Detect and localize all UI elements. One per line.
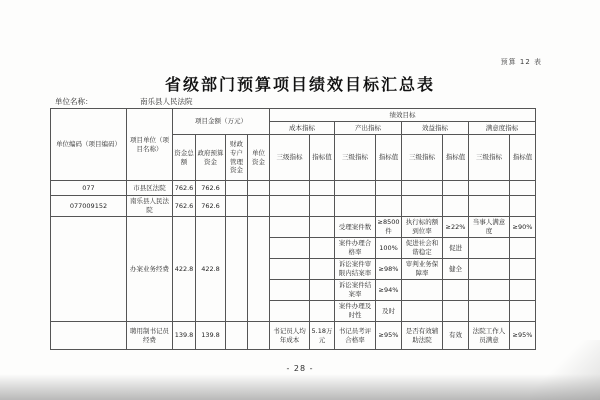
header-output-group: 产出指标 xyxy=(335,122,402,135)
cell-cost-indicator xyxy=(270,238,310,259)
cell-code: 077 xyxy=(51,181,127,196)
table-header xyxy=(51,109,536,181)
cell-cost-value xyxy=(310,217,335,238)
cell-cost-indicator xyxy=(270,259,310,280)
cell-benefit-indicator xyxy=(402,196,443,217)
cell-name: 南乐县人民法院 xyxy=(127,196,173,217)
header-unit-code: 单位编码（项目编码） xyxy=(51,109,127,181)
cell-output-indicator xyxy=(335,181,376,196)
cell-name: 聘用制书记员经费 xyxy=(127,322,173,350)
header-amount-unit: 单位资金 xyxy=(248,135,270,181)
cell-output-value: ≥94% xyxy=(376,280,402,301)
cell-satisfaction-indicator xyxy=(469,259,510,280)
cell-output-indicator xyxy=(335,196,376,217)
unit-name-value: 南乐县人民法院 xyxy=(140,97,193,106)
cell-benefit-value xyxy=(443,280,469,301)
cell-fiscal xyxy=(226,322,248,350)
cell-output-indicator: 诉讼案件审限内结案率 xyxy=(335,259,376,280)
header-benefit-level3: 三级指标 xyxy=(402,135,443,181)
cell-satisfaction-value xyxy=(510,238,536,259)
cell-satisfaction-indicator xyxy=(469,280,510,301)
cell-gov: 762.6 xyxy=(196,196,226,217)
cell-output-indicator: 案件办理合格率 xyxy=(335,238,376,259)
cell-output-value: 及时 xyxy=(376,301,402,322)
table-body xyxy=(51,181,536,350)
cell-unit-funds xyxy=(248,181,270,196)
table-row-clerk-funds xyxy=(51,322,536,350)
header-amount-fiscal: 财政专户管理资金 xyxy=(226,135,248,181)
cell-cost-value xyxy=(310,238,335,259)
cell-satisfaction-indicator: 当事人满意度 xyxy=(469,217,510,238)
cell-benefit-indicator: 执行标的额到位率 xyxy=(402,217,443,238)
cell-cost-indicator xyxy=(270,181,310,196)
cell-unit-funds xyxy=(248,322,270,350)
cell-benefit-indicator: 审判业务保障率 xyxy=(402,259,443,280)
cell-benefit-value xyxy=(443,181,469,196)
cell-code xyxy=(51,217,127,322)
cell-output-indicator: 书记员考评合格率 xyxy=(335,322,376,350)
cell-satisfaction-indicator xyxy=(469,196,510,217)
cell-satisfaction-value: ≥90% xyxy=(510,217,536,238)
cell-satisfaction-value xyxy=(510,280,536,301)
cell-total: 762.6 xyxy=(173,181,196,196)
cell-code: 077009152 xyxy=(51,196,127,217)
cell-cost-value xyxy=(310,196,335,217)
header-amount-gov: 政府预算资金 xyxy=(196,135,226,181)
page-number: - 28 - xyxy=(286,364,314,373)
cell-name: 市县区法院 xyxy=(127,181,173,196)
cell-gov: 762.6 xyxy=(196,181,226,196)
cell-output-value xyxy=(376,181,402,196)
header-amount-group: 项目金额（万元） xyxy=(173,109,270,135)
cell-satisfaction-value: ≥95% xyxy=(510,322,536,350)
header-output-level3: 三级指标 xyxy=(335,135,376,181)
cell-satisfaction-value xyxy=(510,259,536,280)
page-title: 省级部门预算项目绩效目标汇总表 xyxy=(164,75,435,94)
cell-satisfaction-value xyxy=(510,196,536,217)
cell-cost-value xyxy=(310,181,335,196)
cell-satisfaction-indicator: 法院工作人员满意 xyxy=(469,322,510,350)
cell-output-value: ≥95% xyxy=(376,322,402,350)
cell-output-indicator: 诉讼案件结案率 xyxy=(335,280,376,301)
scan-shadow-bottom xyxy=(0,374,600,400)
header-satisfaction-group: 满意度指标 xyxy=(469,122,536,135)
header-cost-value: 指标值 xyxy=(310,135,335,181)
cell-fiscal xyxy=(226,217,248,322)
cell-unit-funds xyxy=(248,196,270,217)
cell-benefit-indicator: 是否有效辅助法院 xyxy=(402,322,443,350)
cell-output-value xyxy=(376,196,402,217)
cell-name: 办案业务经费 xyxy=(127,217,173,322)
cell-unit-funds xyxy=(248,217,270,322)
header-amount-total: 资金总额 xyxy=(173,135,196,181)
cell-total: 139.8 xyxy=(173,322,196,350)
cell-satisfaction-value xyxy=(510,181,536,196)
header-benefit-value: 指标值 xyxy=(443,135,469,181)
cell-output-value: ≥8500件 xyxy=(376,217,402,238)
cell-fiscal xyxy=(226,196,248,217)
cell-cost-indicator xyxy=(270,217,310,238)
cell-code xyxy=(51,322,127,350)
cell-total: 422.8 xyxy=(173,217,196,322)
cell-gov: 139.8 xyxy=(196,322,226,350)
header-cost-group: 成本指标 xyxy=(270,122,335,135)
cell-satisfaction-indicator xyxy=(469,301,510,322)
cell-benefit-indicator: 促进社会和谐稳定 xyxy=(402,238,443,259)
cell-benefit-value xyxy=(443,301,469,322)
cell-output-value: 100% xyxy=(376,238,402,259)
header-performance-group: 绩效目标 xyxy=(270,109,536,122)
cell-cost-value xyxy=(310,259,335,280)
header-cost-level3: 三级指标 xyxy=(270,135,310,181)
table-row-case-funds-sub1 xyxy=(51,217,536,238)
cell-cost-indicator: 书记员人均年成本 xyxy=(270,322,310,350)
budget-table xyxy=(50,108,536,350)
cell-benefit-value: 健全 xyxy=(443,259,469,280)
cell-total: 762.6 xyxy=(173,196,196,217)
cell-cost-value xyxy=(310,301,335,322)
header-project-unit: 项目单位（项目名称） xyxy=(127,109,173,181)
cell-output-indicator: 案件办理及时性 xyxy=(335,301,376,322)
cell-satisfaction-indicator xyxy=(469,181,510,196)
cell-benefit-indicator xyxy=(402,301,443,322)
cell-output-value: ≥98% xyxy=(376,259,402,280)
cell-cost-indicator xyxy=(270,196,310,217)
header-output-value: 指标值 xyxy=(376,135,402,181)
header-satisfaction-value: 指标值 xyxy=(510,135,536,181)
cell-fiscal xyxy=(226,181,248,196)
cell-gov: 422.8 xyxy=(196,217,226,322)
cell-cost-value: 5.18万元 xyxy=(310,322,335,350)
unit-name-label: 单位名称： xyxy=(55,97,93,106)
cell-satisfaction-value xyxy=(510,301,536,322)
cell-benefit-value: ≥22% xyxy=(443,217,469,238)
table-row-court-group xyxy=(51,181,536,196)
cell-satisfaction-indicator xyxy=(469,238,510,259)
header-row-1 xyxy=(51,109,536,122)
header-satisfaction-level3: 三级指标 xyxy=(469,135,510,181)
cell-benefit-indicator xyxy=(402,280,443,301)
cell-benefit-indicator xyxy=(402,181,443,196)
cell-cost-indicator xyxy=(270,280,310,301)
table-row-nanle-court xyxy=(51,196,536,217)
cell-benefit-value: 促进 xyxy=(443,238,469,259)
cell-output-indicator: 受理案件数 xyxy=(335,217,376,238)
cell-cost-indicator xyxy=(270,301,310,322)
doc-form-label: 预算 12 表 xyxy=(500,58,542,66)
cell-benefit-value: 有效 xyxy=(443,322,469,350)
header-benefit-group: 效益指标 xyxy=(402,122,469,135)
cell-cost-value xyxy=(310,280,335,301)
cell-benefit-value xyxy=(443,196,469,217)
